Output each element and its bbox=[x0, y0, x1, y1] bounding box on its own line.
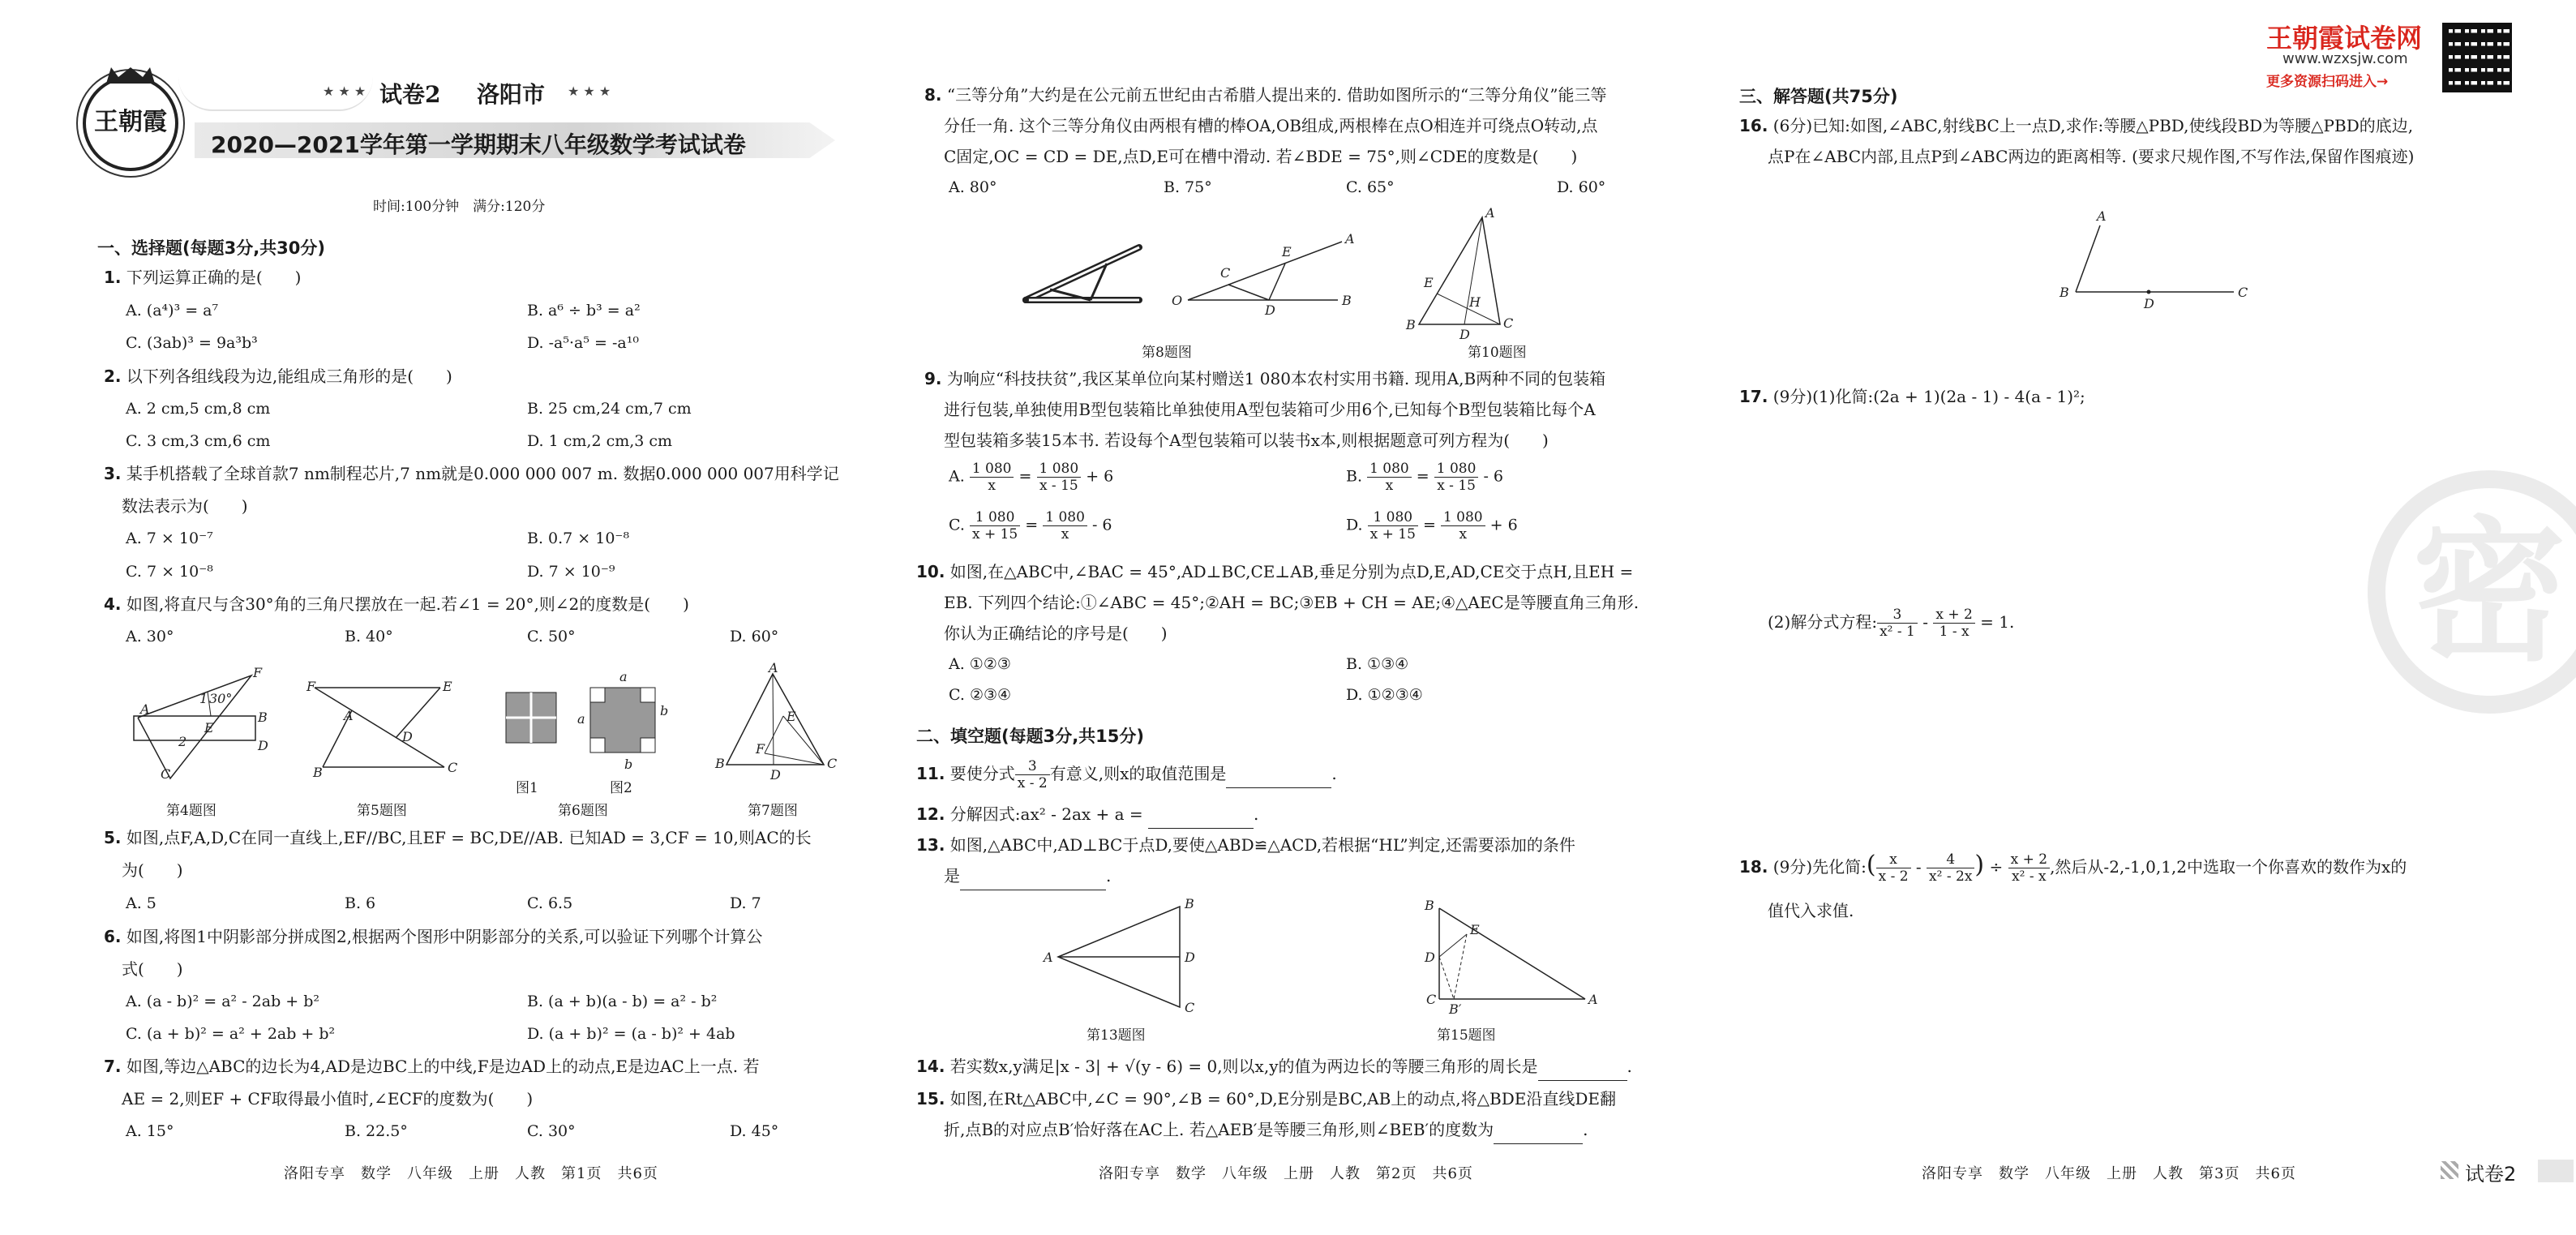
svg-text:A: A bbox=[1485, 205, 1495, 221]
svg-text:A: A bbox=[1345, 231, 1355, 247]
footer-paper-tag: 试卷2 bbox=[2465, 1163, 2517, 1186]
svg-text:D: D bbox=[1459, 327, 1470, 342]
svg-text:O: O bbox=[1172, 293, 1183, 308]
q14: 14. 若实数x,y满足|x - 3| + √(y - 6) = 0,则以x,y的值为两边长的等腰三角形的周长是 . bbox=[916, 1053, 1632, 1081]
brand-slogan: 更多资源扫码进入→ bbox=[2266, 74, 2389, 90]
q15-answer-blank[interactable] bbox=[1494, 1116, 1583, 1144]
figure-q16 bbox=[2043, 208, 2254, 311]
caption-fig8: 第8题图 bbox=[1142, 345, 1192, 361]
svg-text:1: 1 bbox=[199, 691, 208, 706]
svg-text:H: H bbox=[1469, 294, 1481, 310]
q10-option-d[interactable]: D. ①②③④ bbox=[1346, 686, 1423, 704]
q4-option-d[interactable]: D. 60° bbox=[730, 628, 779, 645]
svg-text:30°: 30° bbox=[209, 691, 233, 706]
svg-text:D: D bbox=[770, 767, 781, 783]
q10-option-c[interactable]: C. ②③④ bbox=[949, 686, 1012, 704]
q13-line2: 是 . bbox=[944, 862, 1111, 890]
q8: 8. “三等分角”大约是在公元前五世纪由古希腊人提出来的. 借助如图所示的“三等分角仪”能三等 bbox=[924, 85, 1607, 105]
svg-text:C: C bbox=[827, 756, 838, 771]
svg-text:C: C bbox=[2238, 285, 2248, 300]
figure-q13 bbox=[1042, 896, 1204, 1015]
svg-text:A: A bbox=[2097, 208, 2107, 224]
q15-line2: 折,点B的对应点B′恰好落在AC上. 若△AEB′是等腰三角形,则∠BEB′的度数为 . bbox=[944, 1116, 1588, 1144]
q6-line2: 式( ) bbox=[122, 959, 183, 979]
brand-url[interactable]: www.wzxsjw.com bbox=[2282, 50, 2408, 67]
q8-option-c[interactable]: C. 65° bbox=[1346, 178, 1395, 196]
q2-option-d[interactable]: D. 1 cm,2 cm,3 cm bbox=[527, 432, 673, 450]
q9-line2: 进行包装,单独使用B型包装箱比单独使用A型包装箱可少用6个,已知每个B型包装箱比每个A bbox=[944, 400, 1596, 419]
figure-q5 bbox=[306, 679, 461, 780]
q6: 6. 如图,将图1中阴影部分拼成图2,根据两个图形中阴影部分的关系,可以验证下列哪个计算公 bbox=[104, 927, 763, 946]
q7-option-a[interactable]: A. 15° bbox=[126, 1122, 174, 1140]
caption-fig7: 第7题图 bbox=[748, 803, 798, 819]
q13: 13. 如图,△ABC中,AD⊥BC于点D,要使△ABD≌△ACD,若根据“HL”判定,还需要添加的条件 bbox=[916, 835, 1575, 855]
q1-option-d[interactable]: D. -a⁵·a⁵ = -a¹⁰ bbox=[527, 334, 639, 352]
svg-text:D: D bbox=[1265, 302, 1275, 318]
q18: 18. (9分)先化简:( $\frac{x}{x - 2}$ - $\frac{4}{\text{x² - 2x}}$ ) ÷ $\frac{x + 2}{\text{x² - x}}$ ,然后从-2,-1,0,1,2中选取一个你喜欢的数作为x的 bbox=[1739, 851, 2407, 885]
caption-fig4: 第4题图 bbox=[166, 803, 216, 819]
svg-text:D: D bbox=[402, 729, 413, 744]
paper-city: 洛阳市 bbox=[477, 81, 546, 108]
svg-text:b: b bbox=[624, 757, 633, 772]
q16: 16. (6分)已知:如图,∠ABC,射线BC上一点D,求作:等腰△PBD,使线段BD为等腰△PBD的底边, bbox=[1739, 116, 2414, 135]
q6-option-a[interactable]: A. (a - b)² = a² - 2ab + b² bbox=[126, 993, 320, 1010]
svg-text:a: a bbox=[619, 669, 628, 684]
q4-option-b[interactable]: B. 40° bbox=[345, 628, 393, 645]
svg-text:C: C bbox=[1220, 265, 1231, 281]
q9-option-a[interactable]: A. $\frac{1 080}{x}$ = $\frac{1 080}{x - 15}$ + 6 bbox=[949, 461, 1114, 494]
q1-option-c[interactable]: C. (3ab)³ = 9a³b³ bbox=[126, 334, 258, 352]
svg-text:E: E bbox=[204, 720, 214, 735]
q9-option-c[interactable]: C. $\frac{1 080}{x + 15}$ = $\frac{1 080}{x}$ - 6 bbox=[949, 509, 1112, 542]
q1: 1. 下列运算正确的是( ) bbox=[104, 268, 302, 287]
svg-text:E: E bbox=[1282, 244, 1292, 259]
svg-text:E: E bbox=[787, 709, 796, 724]
svg-text:D: D bbox=[2144, 296, 2154, 311]
q6-option-d[interactable]: D. (a + b)² = (a - b)² + 4ab bbox=[527, 1025, 735, 1043]
svg-text:E: E bbox=[443, 679, 452, 694]
q3: 3. 某手机搭载了全球首款7 nm制程芯片,7 nm就是0.000 000 007 m. 数据0.000 000 007用科学记 bbox=[104, 464, 839, 483]
caption-fig6b: 图2 bbox=[610, 780, 632, 796]
figure-q15 bbox=[1391, 898, 1601, 1017]
q3-option-d[interactable]: D. 7 × 10⁻⁹ bbox=[527, 563, 615, 581]
svg-text:E: E bbox=[1470, 922, 1480, 937]
q3-option-b[interactable]: B. 0.7 × 10⁻⁸ bbox=[527, 530, 630, 547]
q8-line2: 分任一角. 这个三等分角仪由两根有槽的棒OA,OB组成,两根棒在点O相连并可绕点O转动,点 bbox=[944, 116, 1598, 135]
svg-text:A: A bbox=[1588, 992, 1598, 1007]
q8-option-d[interactable]: D. 60° bbox=[1557, 178, 1606, 196]
svg-text:B: B bbox=[1342, 293, 1352, 308]
svg-text:B′: B′ bbox=[1449, 1001, 1462, 1017]
q10-option-a[interactable]: A. ①②③ bbox=[949, 655, 1011, 673]
footer-page1: 洛阳专享 数学 八年级 上册 人教 第1页 共6页 bbox=[284, 1165, 658, 1182]
q13-answer-blank[interactable] bbox=[960, 862, 1106, 890]
paper-stars-right: ★ ★ ★ bbox=[568, 84, 611, 99]
q12: 12. 分解因式:ax² - 2ax + a = . bbox=[916, 800, 1258, 829]
q7-option-b[interactable]: B. 22.5° bbox=[345, 1122, 408, 1140]
svg-text:a: a bbox=[577, 711, 585, 727]
q10-line3: 你认为正确结论的序号是( ) bbox=[944, 624, 1168, 643]
q18-line2: 值代入求值. bbox=[1768, 901, 1854, 920]
svg-text:A: A bbox=[344, 708, 354, 723]
q9: 9. 为响应“科技扶贫”,我区某单位向某村赠送1 080本农村实用书籍. 现用A,B两种不同的包装箱 bbox=[924, 369, 1606, 388]
footer-corner-mark bbox=[2441, 1161, 2458, 1179]
q9-line3: 型包装箱多装15本书. 若设每个A型包装箱可以装书x本,则根据题意可列方程为( ) bbox=[944, 431, 1549, 450]
svg-text:F: F bbox=[756, 741, 765, 757]
svg-text:B: B bbox=[1406, 317, 1416, 332]
section-choice: 一、选择题(每题3分,共30分) bbox=[97, 238, 326, 258]
q8-line3: C固定,OC = CD = DE,点D,E可在槽中滑动. 若∠BDE = 75°,则∠CDE的度数是( ) bbox=[944, 147, 1578, 166]
q5: 5. 如图,点F,A,D,C在同一直线上,EF//BC,且EF = BC,DE//AB. 已知AD = 3,CF = 10,则AC的长 bbox=[104, 828, 812, 847]
svg-text:B: B bbox=[258, 710, 268, 725]
svg-text:b: b bbox=[660, 703, 669, 718]
caption-fig13: 第13题图 bbox=[1087, 1027, 1146, 1044]
paper-stars-left: ★ ★ ★ bbox=[323, 84, 366, 99]
svg-text:C: C bbox=[1426, 992, 1437, 1007]
q3-option-a[interactable]: A. 7 × 10⁻⁷ bbox=[126, 530, 213, 547]
section-solve: 三、解答题(共75分) bbox=[1739, 87, 1898, 106]
caption-fig15: 第15题图 bbox=[1437, 1027, 1496, 1044]
figure-q4 bbox=[130, 665, 276, 783]
q1-option-b[interactable]: B. a⁶ ÷ b³ = a² bbox=[527, 302, 641, 319]
svg-text:C: C bbox=[161, 766, 171, 782]
qr-code-icon[interactable] bbox=[2442, 23, 2512, 92]
figure-q10 bbox=[1387, 205, 1516, 342]
page-1 bbox=[0, 0, 859, 1235]
q6-option-c[interactable]: C. (a + b)² = a² + 2ab + b² bbox=[126, 1025, 336, 1043]
q1-option-a[interactable]: A. (a⁴)³ = a⁷ bbox=[126, 302, 219, 319]
q2-option-c[interactable]: C. 3 cm,3 cm,6 cm bbox=[126, 432, 271, 450]
paper-number: 试卷2 bbox=[379, 81, 441, 108]
q17-part2: (2)解分式方程: $\frac{3}{\text{x² - 1}}$ - $\frac{x + 2}{1 - x}$ = 1. bbox=[1768, 607, 2015, 640]
q8-option-b[interactable]: B. 75° bbox=[1164, 178, 1212, 196]
svg-text:A: A bbox=[769, 660, 778, 675]
q5-option-c[interactable]: C. 6.5 bbox=[527, 894, 573, 912]
svg-text:C: C bbox=[1503, 315, 1514, 331]
figure-q6 bbox=[503, 665, 681, 787]
svg-text:B: B bbox=[2060, 285, 2069, 300]
caption-fig5: 第5题图 bbox=[357, 803, 407, 819]
q10-line2: EB. 下列四个结论:①∠ABC = 45°;②AH = BC;③EB + CH = AE;④△AEC是等腰直角三角形. bbox=[944, 593, 1639, 612]
q3-option-c[interactable]: C. 7 × 10⁻⁸ bbox=[126, 563, 213, 581]
q2-option-a[interactable]: A. 2 cm,5 cm,8 cm bbox=[126, 400, 271, 418]
svg-text:F: F bbox=[253, 665, 263, 680]
q2: 2. 以下列各组线段为边,能组成三角形的是( ) bbox=[104, 367, 452, 386]
figure-q8-device bbox=[1018, 239, 1147, 312]
q11-answer-blank[interactable] bbox=[1226, 760, 1331, 788]
q8-option-a[interactable]: A. 80° bbox=[949, 178, 997, 196]
q16-line2: 点P在∠ABC内部,且点P到∠ABC两边的距离相等. (要求尺规作图,不写作法,保留作图痕迹) bbox=[1768, 147, 2415, 166]
page-2 bbox=[859, 0, 1695, 1235]
caption-fig10: 第10题图 bbox=[1468, 345, 1527, 361]
q5-line2: 为( ) bbox=[122, 860, 183, 880]
footer-page2: 洛阳专享 数学 八年级 上册 人教 第2页 共6页 bbox=[1099, 1165, 1473, 1182]
q9-option-b[interactable]: B. $\frac{1 080}{x}$ = $\frac{1 080}{x - 15}$ - 6 bbox=[1346, 461, 1504, 494]
paper-title: 2020—2021学年第一学期期末八年级数学考试试卷 bbox=[211, 131, 746, 158]
q3-line2: 数法表示为( ) bbox=[122, 496, 248, 516]
q9-option-d[interactable]: D. $\frac{1 080}{x + 15}$ = $\frac{1 080}{x}$ + 6 bbox=[1346, 509, 1518, 542]
q4: 4. 如图,将直尺与含30°角的三角尺摆放在一起.若∠1 = 20°,则∠2的度数是( ) bbox=[104, 594, 689, 614]
q15: 15. 如图,在Rt△ABC中,∠C = 90°,∠B = 60°,D,E分别是BC,AB上的动点,将△BDE沿直线DE翻 bbox=[916, 1089, 1617, 1108]
brand-name: 王朝霞试卷网 bbox=[2266, 23, 2423, 54]
svg-text:B: B bbox=[1425, 898, 1434, 913]
q6-option-b[interactable]: B. (a + b)(a - b) = a² - b² bbox=[527, 993, 718, 1010]
q5-option-b[interactable]: B. 6 bbox=[345, 894, 376, 912]
watermark-stamp-text: 密 bbox=[2411, 501, 2566, 682]
q12-answer-blank[interactable] bbox=[1148, 800, 1254, 829]
svg-text:A: A bbox=[140, 701, 150, 717]
logo-badge bbox=[83, 75, 178, 171]
svg-text:B: B bbox=[313, 765, 323, 780]
logo-text: 王朝霞 bbox=[94, 108, 167, 136]
svg-text:2: 2 bbox=[178, 734, 187, 749]
q10-option-b[interactable]: B. ①③④ bbox=[1346, 655, 1409, 673]
caption-fig6: 第6题图 bbox=[558, 803, 608, 819]
section-fill: 二、填空题(每题3分,共15分) bbox=[916, 727, 1145, 746]
q11: 11. 要使分式 $\frac{3}{x - 2}$ 有意义,则x的取值范围是 . bbox=[916, 758, 1337, 791]
svg-text:A: A bbox=[1044, 950, 1053, 965]
svg-text:D: D bbox=[1185, 950, 1195, 965]
q4-option-c[interactable]: C. 50° bbox=[527, 628, 576, 645]
q10: 10. 如图,在△ABC中,∠BAC = 45°,AD⊥BC,CE⊥AB,垂足分别为点D,E,AD,CE交于点H,且EH = bbox=[916, 562, 1634, 581]
footer-tag-bar bbox=[2538, 1160, 2574, 1182]
footer-page3: 洛阳专享 数学 八年级 上册 人教 第3页 共6页 bbox=[1922, 1165, 2296, 1182]
svg-text:D: D bbox=[258, 738, 268, 753]
q7-line2: AE = 2,则EF + CF取得最小值时,∠ECF的度数为( ) bbox=[122, 1089, 534, 1108]
header-banner bbox=[73, 69, 843, 182]
caption-fig6a: 图1 bbox=[516, 780, 538, 796]
svg-text:B: B bbox=[1185, 896, 1194, 911]
q7-option-c[interactable]: C. 30° bbox=[527, 1122, 576, 1140]
q2-option-b[interactable]: B. 25 cm,24 cm,7 cm bbox=[527, 400, 692, 418]
exam-meta: 时间:100分钟 满分:120分 bbox=[373, 199, 546, 215]
logo-crown-icon bbox=[106, 67, 155, 84]
q5-option-d[interactable]: D. 7 bbox=[730, 894, 761, 912]
q7-option-d[interactable]: D. 45° bbox=[730, 1122, 779, 1140]
figure-q8-geometry bbox=[1172, 227, 1355, 318]
svg-text:C: C bbox=[448, 760, 458, 775]
svg-text:F: F bbox=[306, 679, 316, 694]
q14-answer-blank[interactable] bbox=[1538, 1053, 1627, 1081]
q4-option-a[interactable]: A. 30° bbox=[126, 628, 174, 645]
q7: 7. 如图,等边△ABC的边长为4,AD是边BC上的中线,F是边AD上的动点,E是边AC上一点. 若 bbox=[104, 1057, 760, 1076]
q17: 17. (9分)(1)化简:(2a + 1)(2a - 1) - 4(a - 1)²; bbox=[1739, 387, 2085, 406]
page-3 bbox=[1695, 0, 2576, 1235]
svg-text:D: D bbox=[1425, 950, 1435, 965]
svg-text:E: E bbox=[1424, 275, 1434, 290]
svg-text:B: B bbox=[715, 756, 725, 771]
figure-q7 bbox=[715, 660, 842, 783]
q5-option-a[interactable]: A. 5 bbox=[126, 894, 156, 912]
svg-text:C: C bbox=[1185, 1000, 1195, 1015]
